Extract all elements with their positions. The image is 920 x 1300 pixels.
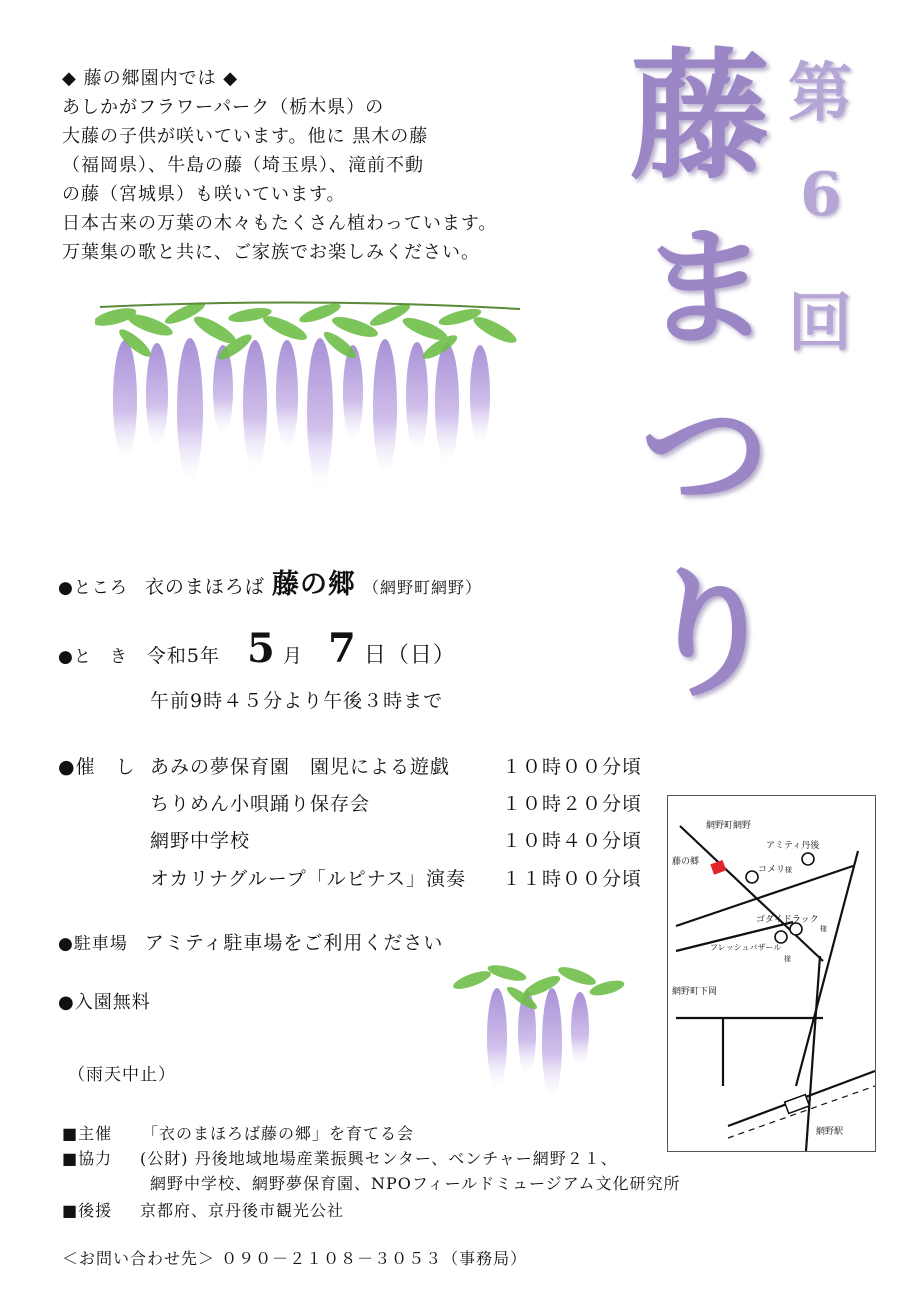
parking-row [58, 928, 443, 955]
intro-line: 大藤の子供が咲いています。他に 黒木の藤 [62, 126, 429, 147]
intro-line: （福岡県）、牛島の藤（埼玉県）、滝前不動 [62, 155, 424, 176]
parking-label: ●駐車場 [58, 934, 128, 954]
date-label: ●と き [58, 647, 128, 667]
event-item [150, 864, 650, 891]
map-label-fujinosato: 藤の郷 [672, 857, 700, 867]
map-label-komeri: コメリ様 [758, 865, 793, 875]
map-label-amino: 網野町網野 [706, 821, 752, 831]
map-label-amity: アミティ丹後 [766, 841, 820, 851]
wisteria-small-illustration [452, 958, 627, 1108]
coop-line: 網野中学校、網野夢保育園、NPOフィールドミュージアム文化研究所 [150, 1174, 681, 1193]
map-label-shimooka: 網野町下岡 [672, 987, 718, 997]
event-time: １０時００分頃 [502, 756, 643, 778]
date-era: 令和5年 [146, 645, 220, 667]
admission-text: ●入園無料 [58, 992, 151, 1013]
event-name: オカリナグループ「ルピナス」演奏 [150, 868, 467, 890]
event-item [150, 789, 650, 816]
access-map [667, 795, 876, 1152]
parking-text: アミティ駐車場をご利用ください [144, 932, 444, 954]
title-fuji: 藤 [630, 35, 771, 199]
place-row [58, 562, 482, 601]
date-day: 7 [327, 625, 357, 672]
event-name: ちりめん小唄踊り保存会 [150, 793, 371, 815]
map-label-fresh-suffix: 様 [784, 955, 791, 963]
map-label-fresh: フレッシュバザール [710, 943, 782, 952]
event-item [150, 826, 650, 853]
coop-line: (公財) 丹後地域地場産業振興センター、ベンチャー網野２１、 [140, 1149, 618, 1168]
intro-line: あしかがフラワーパーク（栃木県）の [62, 97, 385, 118]
date-month-unit: 月 [282, 645, 303, 667]
host-text: 「衣のまほろば藤の郷」を育てる会 [142, 1124, 415, 1143]
events-label: ●催 し [58, 756, 136, 778]
event-name: 網野中学校 [150, 830, 251, 852]
place-label: ●ところ [58, 578, 128, 598]
map-label-station: 網野駅 [816, 1127, 844, 1137]
title-ma: ま [640, 211, 771, 364]
intro-block [62, 64, 497, 267]
date-day-unit: 日（日） [363, 643, 456, 668]
support-text: 京都府、京丹後市観光公社 [140, 1201, 345, 1220]
place-name: 藤の郷 [271, 569, 356, 600]
event-name: あみの夢保育園 園児による遊戯 [150, 756, 451, 778]
date-row [58, 625, 456, 672]
title-tsu: つ [640, 378, 771, 531]
date-month: 5 [247, 625, 276, 672]
event-time: １１時００分頃 [502, 868, 643, 890]
contact-info: ＜お問い合わせ先＞ ０９０－２１０８－３０５３（事務局） [62, 1249, 528, 1268]
place-prefix: 衣のまほろば [144, 576, 265, 598]
intro-line: の藤（宮城県）も咲いています。 [62, 184, 346, 205]
date-hours: 午前9時４５分より午後３時まで [150, 690, 444, 712]
title-dai: 第 [788, 56, 852, 131]
support-label: ■後援 [62, 1201, 113, 1220]
coop-label: ■協力 [62, 1149, 113, 1168]
intro-line: 日本古来の万葉の木々もたくさん植わっています。 [62, 213, 498, 234]
host-row [62, 1121, 415, 1144]
host-label: ■主催 [62, 1124, 113, 1143]
map-label-goddy: ゴダイドラック [756, 915, 819, 925]
event-time: １０時２０分頃 [502, 793, 643, 815]
event-item [150, 752, 650, 779]
wisteria-illustration [95, 295, 525, 510]
place-note: （網野町網野） [363, 578, 483, 597]
intro-heading: ◆ 藤の郷園内では ◆ [62, 68, 239, 89]
intro-line: 万葉集の歌と共に、ご家族でお楽しみください。 [62, 242, 480, 263]
title-num: 6 [800, 160, 842, 230]
rain-note: （雨天中止） [68, 1065, 176, 1085]
event-time: １０時４０分頃 [502, 830, 643, 852]
title-kai: 回 [788, 286, 852, 361]
title-ri: り [640, 553, 781, 717]
map-label-goddy-suffix: 様 [820, 925, 827, 933]
